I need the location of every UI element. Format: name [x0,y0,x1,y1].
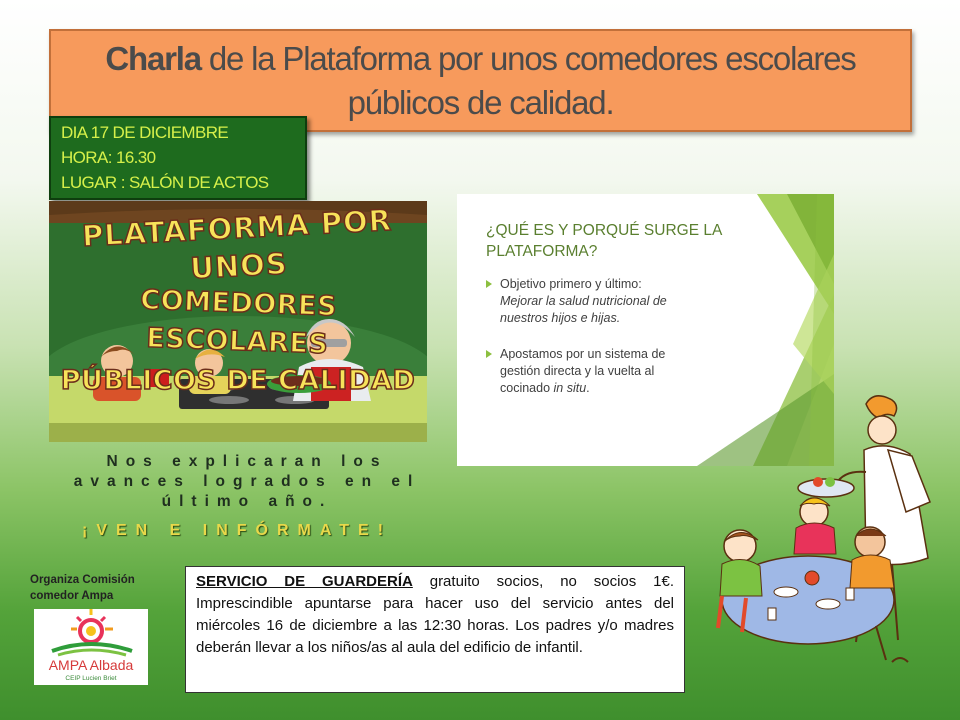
bullet-2-line-3-end: . [586,381,590,395]
notice-body: gratuito socios, no socios 1€. Imprescindible apuntarse para hacer uso del servicio antes del miércoles 16 de diciembre a las 12:30 horas. Los padres y/o madres deberán llevar a los niños/as al aula del edificio de infantil. [196,573,675,656]
slide-content [486,220,751,416]
slide-title-line-1: ¿QUÉ ES Y PORQUÉ SURGE LA [486,222,723,239]
slide-bullet-1 [486,276,751,327]
poster-text [49,202,427,401]
organizer-line-2: comedor Ampa [30,590,114,602]
lunchroom-illustration [716,392,944,680]
logo-sub: CEIP Lucien Briet [65,675,117,682]
bullet-2-line-3 [500,380,751,397]
slide-bullet-2 [486,346,751,397]
ampa-logo [34,609,148,685]
bullet-2-line-3-plain: cocinado [500,381,554,395]
slide-title-line-2: PLATAFORMA? [486,243,598,260]
bullet-2-line-3-italic: in situ [553,381,587,395]
call-to-action: ¡VEN E INFÓRMATE! [81,522,393,539]
title-line-1-rest: de la Plataforma por unos comedores escolares [200,39,856,77]
title-line-1 [105,37,855,81]
caption-text [52,452,442,512]
daycare-notice [185,566,685,693]
caption-line-2: avances logrados en el [73,473,421,490]
slide-title [486,220,751,262]
bullet-1-line-1: Objetivo primero y último: [500,277,642,291]
bullet-2-line-1: Apostamos por un sistema de [500,347,666,361]
notice-heading: SERVICIO DE GUARDERÍA [196,573,413,590]
poster-line-3: PÚBLICOS DE CALIDAD [60,365,416,396]
caption-line-3: último año. [161,493,333,510]
logo-name: AMPA Albada [48,657,134,673]
platform-poster-image [49,201,427,442]
organizer-line-1: Organiza Comisión [30,574,135,586]
bullet-1-italic-1: Mejorar la salud nutricional de [500,294,667,308]
event-place: LUGAR : SALÓN DE ACTOS [61,173,269,192]
organizer-label [30,572,135,604]
title-strong: Charla [105,39,201,77]
event-time: HORA: 16.30 [61,148,156,167]
bullet-1-italic-2: nuestros hijos e hijas. [500,311,621,325]
bullet-triangle-icon [486,350,492,358]
bullet-triangle-icon [486,280,492,288]
title-line-2: públicos de calidad. [347,83,614,121]
event-date: DIA 17 DE DICIEMBRE [61,123,229,142]
event-info-box [49,116,307,200]
bullet-2-line-2: gestión directa y la vuelta al [500,364,655,378]
children-table-illustration [716,392,944,680]
poster-line-1: PLATAFORMA POR UNOS [81,202,393,286]
ampa-logo-graphic [34,609,148,685]
caption-line-1: Nos explicaran los [106,453,388,470]
poster-line-2: COMEDORES ESCOLARES [139,284,338,361]
